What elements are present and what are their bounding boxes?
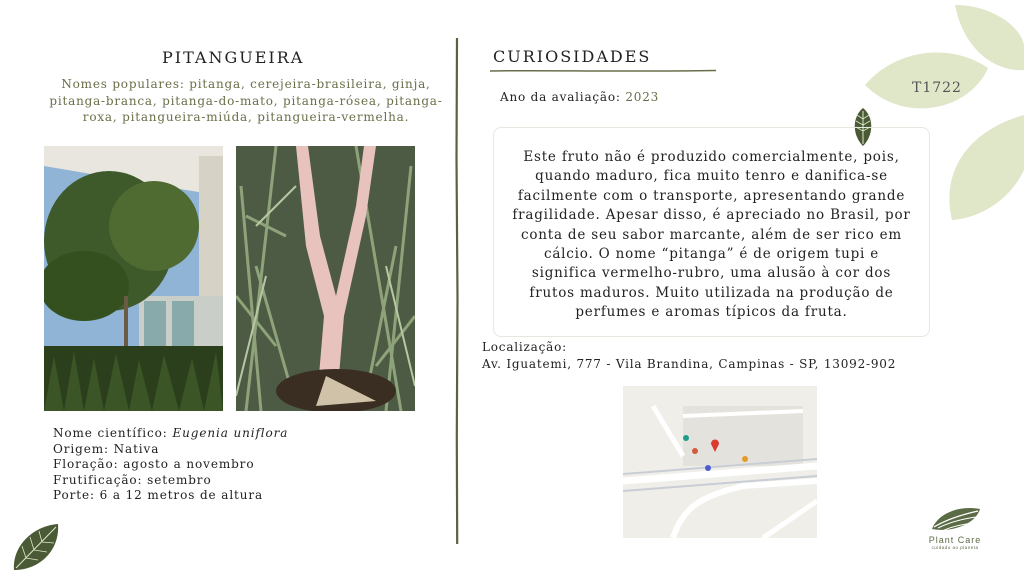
vertical-divider: [455, 38, 459, 544]
size-line: Porte: 6 a 12 metros de altura: [53, 488, 264, 503]
curiosity-box: [493, 127, 930, 337]
brand-tagline: cuidado ao planeta: [931, 545, 979, 550]
flowering-line: Floração: agosto a novembro: [53, 457, 255, 472]
photo-tree: [44, 146, 223, 411]
year-value: 2023: [625, 90, 660, 104]
brand-name: Plant Care: [928, 535, 982, 545]
scientific-name-label: Nome científico:: [53, 426, 168, 440]
title-underline: [490, 68, 716, 74]
popular-names: [44, 76, 448, 126]
evaluation-year: [500, 90, 659, 104]
location-map[interactable]: [623, 386, 817, 538]
brand-logo: [930, 503, 982, 533]
fruiting-line: Frutificação: setembro: [53, 472, 212, 487]
scientific-name-line: [53, 426, 433, 442]
leaf-icon-bottom-left: [10, 522, 62, 572]
plant-code: T1722: [912, 80, 962, 96]
origin-line: Origem: Nativa: [53, 441, 160, 456]
popular-names-value: pitanga, cerejeira-brasileira, ginja, pitanga-branca, pitanga-do-mato, pitanga-rósea, pitanga-roxa, pitangueira-miúda, pitangueira-vermelha.: [49, 77, 443, 124]
address: Av. Iguatemi, 777 - Vila Brandina, Campinas - SP, 13092-902: [482, 357, 897, 371]
plant-info: [53, 426, 433, 504]
scientific-name-value: Eugenia uniflora: [172, 426, 289, 440]
popular-names-label: Nomes populares:: [61, 77, 185, 91]
curiosity-text: Este fruto não é produzido comercialmente, pois, quando maduro, fica muito tenro e danifica-se facilmente com o transporte, apresentando grande fragilidade. Apesar disso, é apreciado no Brasil, por conta de seu sabor marcante, além de ser rico em cálcio. O nome “pitanga” é de origem tupi e significa vermelho-rubro, uma alusão à cor dos frutos maduros. Muito utilizada na produção de perfumes e aromas típicos da fruta.: [512, 149, 911, 321]
location-label: Localização:: [482, 340, 567, 354]
photo-trunk: [236, 146, 415, 411]
location-block: [482, 339, 896, 373]
plant-title: PITANGUEIRA: [162, 48, 305, 67]
curiosities-title: CURIOSIDADES: [493, 47, 652, 66]
year-label: Ano da avaliação:: [500, 90, 621, 104]
